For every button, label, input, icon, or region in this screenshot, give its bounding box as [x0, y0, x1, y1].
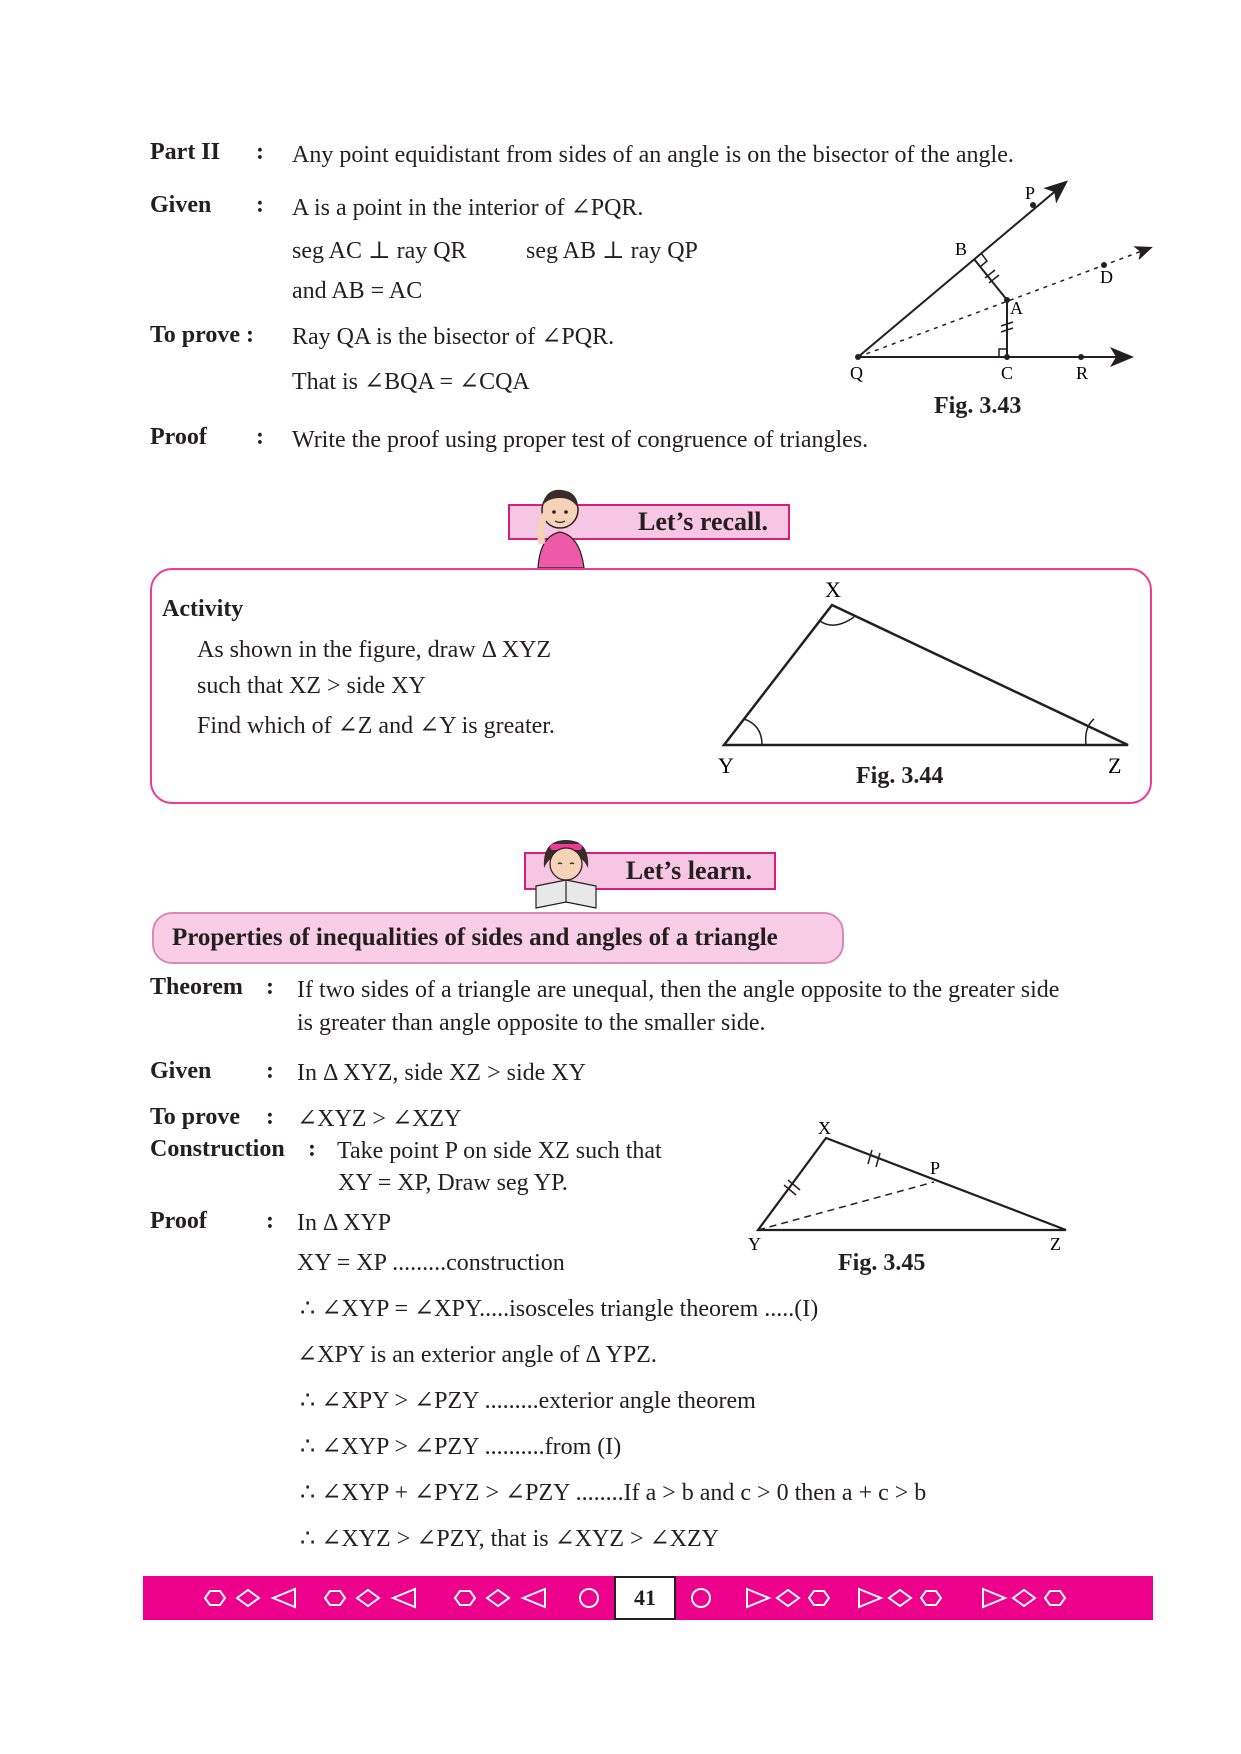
right-angle-b — [980, 253, 987, 267]
given-label: Given — [150, 192, 212, 218]
proof-step-4: ∠XPY is an exterior angle of Δ YPZ. — [297, 1342, 657, 1368]
point-c — [1004, 354, 1010, 360]
label-c: C — [1001, 363, 1014, 383]
proof-step-6: ∴ ∠XYP > ∠PZY ..........from (I) — [300, 1434, 622, 1460]
boy-thinking-icon — [528, 484, 594, 568]
figure-3-45 — [740, 1120, 1080, 1260]
proof-label: Proof — [150, 424, 207, 450]
ray-qp — [858, 183, 1065, 357]
triangle-right-icon — [859, 1589, 881, 1607]
label-r: R — [1076, 363, 1089, 383]
hexagon-icon — [205, 1591, 225, 1605]
diamond-icon — [357, 1590, 379, 1606]
hexagon-icon — [921, 1591, 941, 1605]
activity-heading: Activity — [162, 596, 244, 622]
triangle-left-icon — [523, 1589, 545, 1607]
theorem-toprove-text: ∠XYZ > ∠XZY — [297, 1106, 462, 1132]
label-b: B — [955, 239, 968, 259]
construction-line-1: Take point P on side XZ such that — [337, 1138, 662, 1164]
given-colon: : — [256, 192, 264, 218]
toprove-line-2: That is ∠BQA = ∠CQA — [292, 369, 530, 395]
theorem-proof-colon: : — [266, 1208, 274, 1234]
point-q — [855, 354, 861, 360]
seg-ab — [974, 259, 1007, 300]
proof-colon: : — [256, 424, 264, 450]
properties-title: Properties of inequalities of sides and angles of a triangle — [172, 924, 778, 951]
theorem-given-text: In Δ XYZ, side XZ > side XY — [297, 1060, 586, 1086]
figure-3-44 — [700, 575, 1140, 775]
theorem-colon: : — [266, 974, 274, 1000]
angle-arc-z — [1086, 719, 1094, 745]
proof-text: Write the proof using proper test of congruence of triangles. — [292, 427, 869, 453]
theorem-toprove-label: To prove — [150, 1104, 241, 1130]
part2-statement: Any point equidistant from sides of an angle is on the bisector of the angle. — [292, 142, 1014, 168]
part2-colon: : — [256, 139, 264, 165]
seg-yp-dashed — [758, 1182, 934, 1230]
diamond-icon — [1013, 1590, 1035, 1606]
proof-step-5: ∴ ∠XPY > ∠PZY .........exterior angle theorem — [300, 1388, 756, 1414]
theorem-given-label: Given — [150, 1058, 212, 1084]
given-line-2b: seg AB ⊥ ray QP — [526, 238, 698, 264]
activity-line-3: Find which of ∠Z and ∠Y is greater. — [197, 713, 555, 739]
tick-xp-1 — [868, 1150, 872, 1164]
theorem-proof-label: Proof — [150, 1208, 207, 1234]
hexagon-icon — [809, 1591, 829, 1605]
diamond-icon — [237, 1590, 259, 1606]
tick-xp-2 — [876, 1153, 880, 1167]
properties-title-bar — [152, 912, 844, 964]
angle-arc-y — [744, 719, 762, 745]
construction-label: Construction — [150, 1136, 285, 1162]
label-p: P — [1025, 183, 1036, 203]
proof-step-2: XY = XP .........construction — [297, 1250, 565, 1276]
toprove-line-1: Ray QA is the bisector of ∠PQR. — [292, 324, 615, 350]
proof-step-3: ∴ ∠XYP = ∠XPY.....isosceles triangle theorem .....(I) — [300, 1296, 819, 1322]
label-z: Z — [1108, 753, 1122, 775]
proof-step-8: ∴ ∠XYZ > ∠PZY, that is ∠XYZ > ∠XZY — [300, 1526, 719, 1552]
label-a: A — [1010, 298, 1023, 318]
theorem-label: Theorem — [150, 974, 243, 1000]
label-p-345: P — [930, 1158, 941, 1178]
lets-learn-title: Let’s learn. — [625, 856, 752, 885]
label-q: Q — [850, 363, 863, 383]
girl-reading-icon — [532, 834, 600, 910]
part2-label: Part II — [150, 139, 220, 165]
triangle-right-icon — [983, 1589, 1005, 1607]
theorem-line-1: If two sides of a triangle are unequal, then the angle opposite to the greater side — [297, 977, 1060, 1003]
fig-3-44-caption: Fig. 3.44 — [856, 763, 944, 789]
activity-line-1: As shown in the figure, draw Δ XYZ — [197, 637, 552, 663]
fig-3-43-caption: Fig. 3.43 — [934, 393, 1022, 419]
theorem-toprove-colon: : — [266, 1104, 274, 1130]
hexagon-icon — [1045, 1591, 1065, 1605]
label-x-345: X — [818, 1120, 831, 1138]
label-d: D — [1100, 267, 1113, 287]
construction-colon: : — [308, 1136, 316, 1162]
activity-line-2: such that XZ > side XY — [197, 673, 426, 699]
point-r — [1078, 354, 1084, 360]
toprove-label: To prove : — [150, 322, 255, 348]
triangle-xyz — [724, 605, 1128, 745]
theorem-given-colon: : — [266, 1058, 274, 1084]
lets-recall-title: Let’s recall. — [638, 507, 768, 536]
proof-step-7: ∴ ∠XYP + ∠PYZ > ∠PZY ........If a > b and c > 0 then a + c > b — [300, 1480, 927, 1506]
triangle-left-icon — [393, 1589, 415, 1607]
circle-icon — [580, 1589, 598, 1607]
triangle-xyz-345 — [758, 1138, 1066, 1230]
construction-line-2: XY = XP, Draw seg YP. — [338, 1170, 568, 1196]
hexagon-icon — [455, 1591, 475, 1605]
label-y: Y — [718, 753, 734, 775]
given-line-3: and AB = AC — [292, 278, 423, 304]
diamond-icon — [487, 1590, 509, 1606]
label-y-345: Y — [748, 1234, 761, 1254]
angle-arc-x — [820, 617, 854, 625]
diamond-icon — [889, 1590, 911, 1606]
theorem-line-2: is greater than angle opposite to the smaller side. — [297, 1010, 766, 1036]
fig-3-45-caption: Fig. 3.45 — [838, 1250, 926, 1276]
triangle-left-icon — [273, 1589, 295, 1607]
given-line-2a: seg AC ⊥ ray QR — [292, 238, 467, 264]
page-number: 41 — [614, 1576, 676, 1620]
label-z-345: Z — [1050, 1234, 1061, 1254]
given-line-1: A is a point in the interior of ∠PQR. — [292, 195, 644, 221]
triangle-right-icon — [747, 1589, 769, 1607]
circle-icon — [692, 1589, 710, 1607]
diamond-icon — [777, 1590, 799, 1606]
hexagon-icon — [325, 1591, 345, 1605]
label-x: X — [825, 577, 841, 602]
proof-step-1: In Δ XYP — [297, 1210, 392, 1236]
